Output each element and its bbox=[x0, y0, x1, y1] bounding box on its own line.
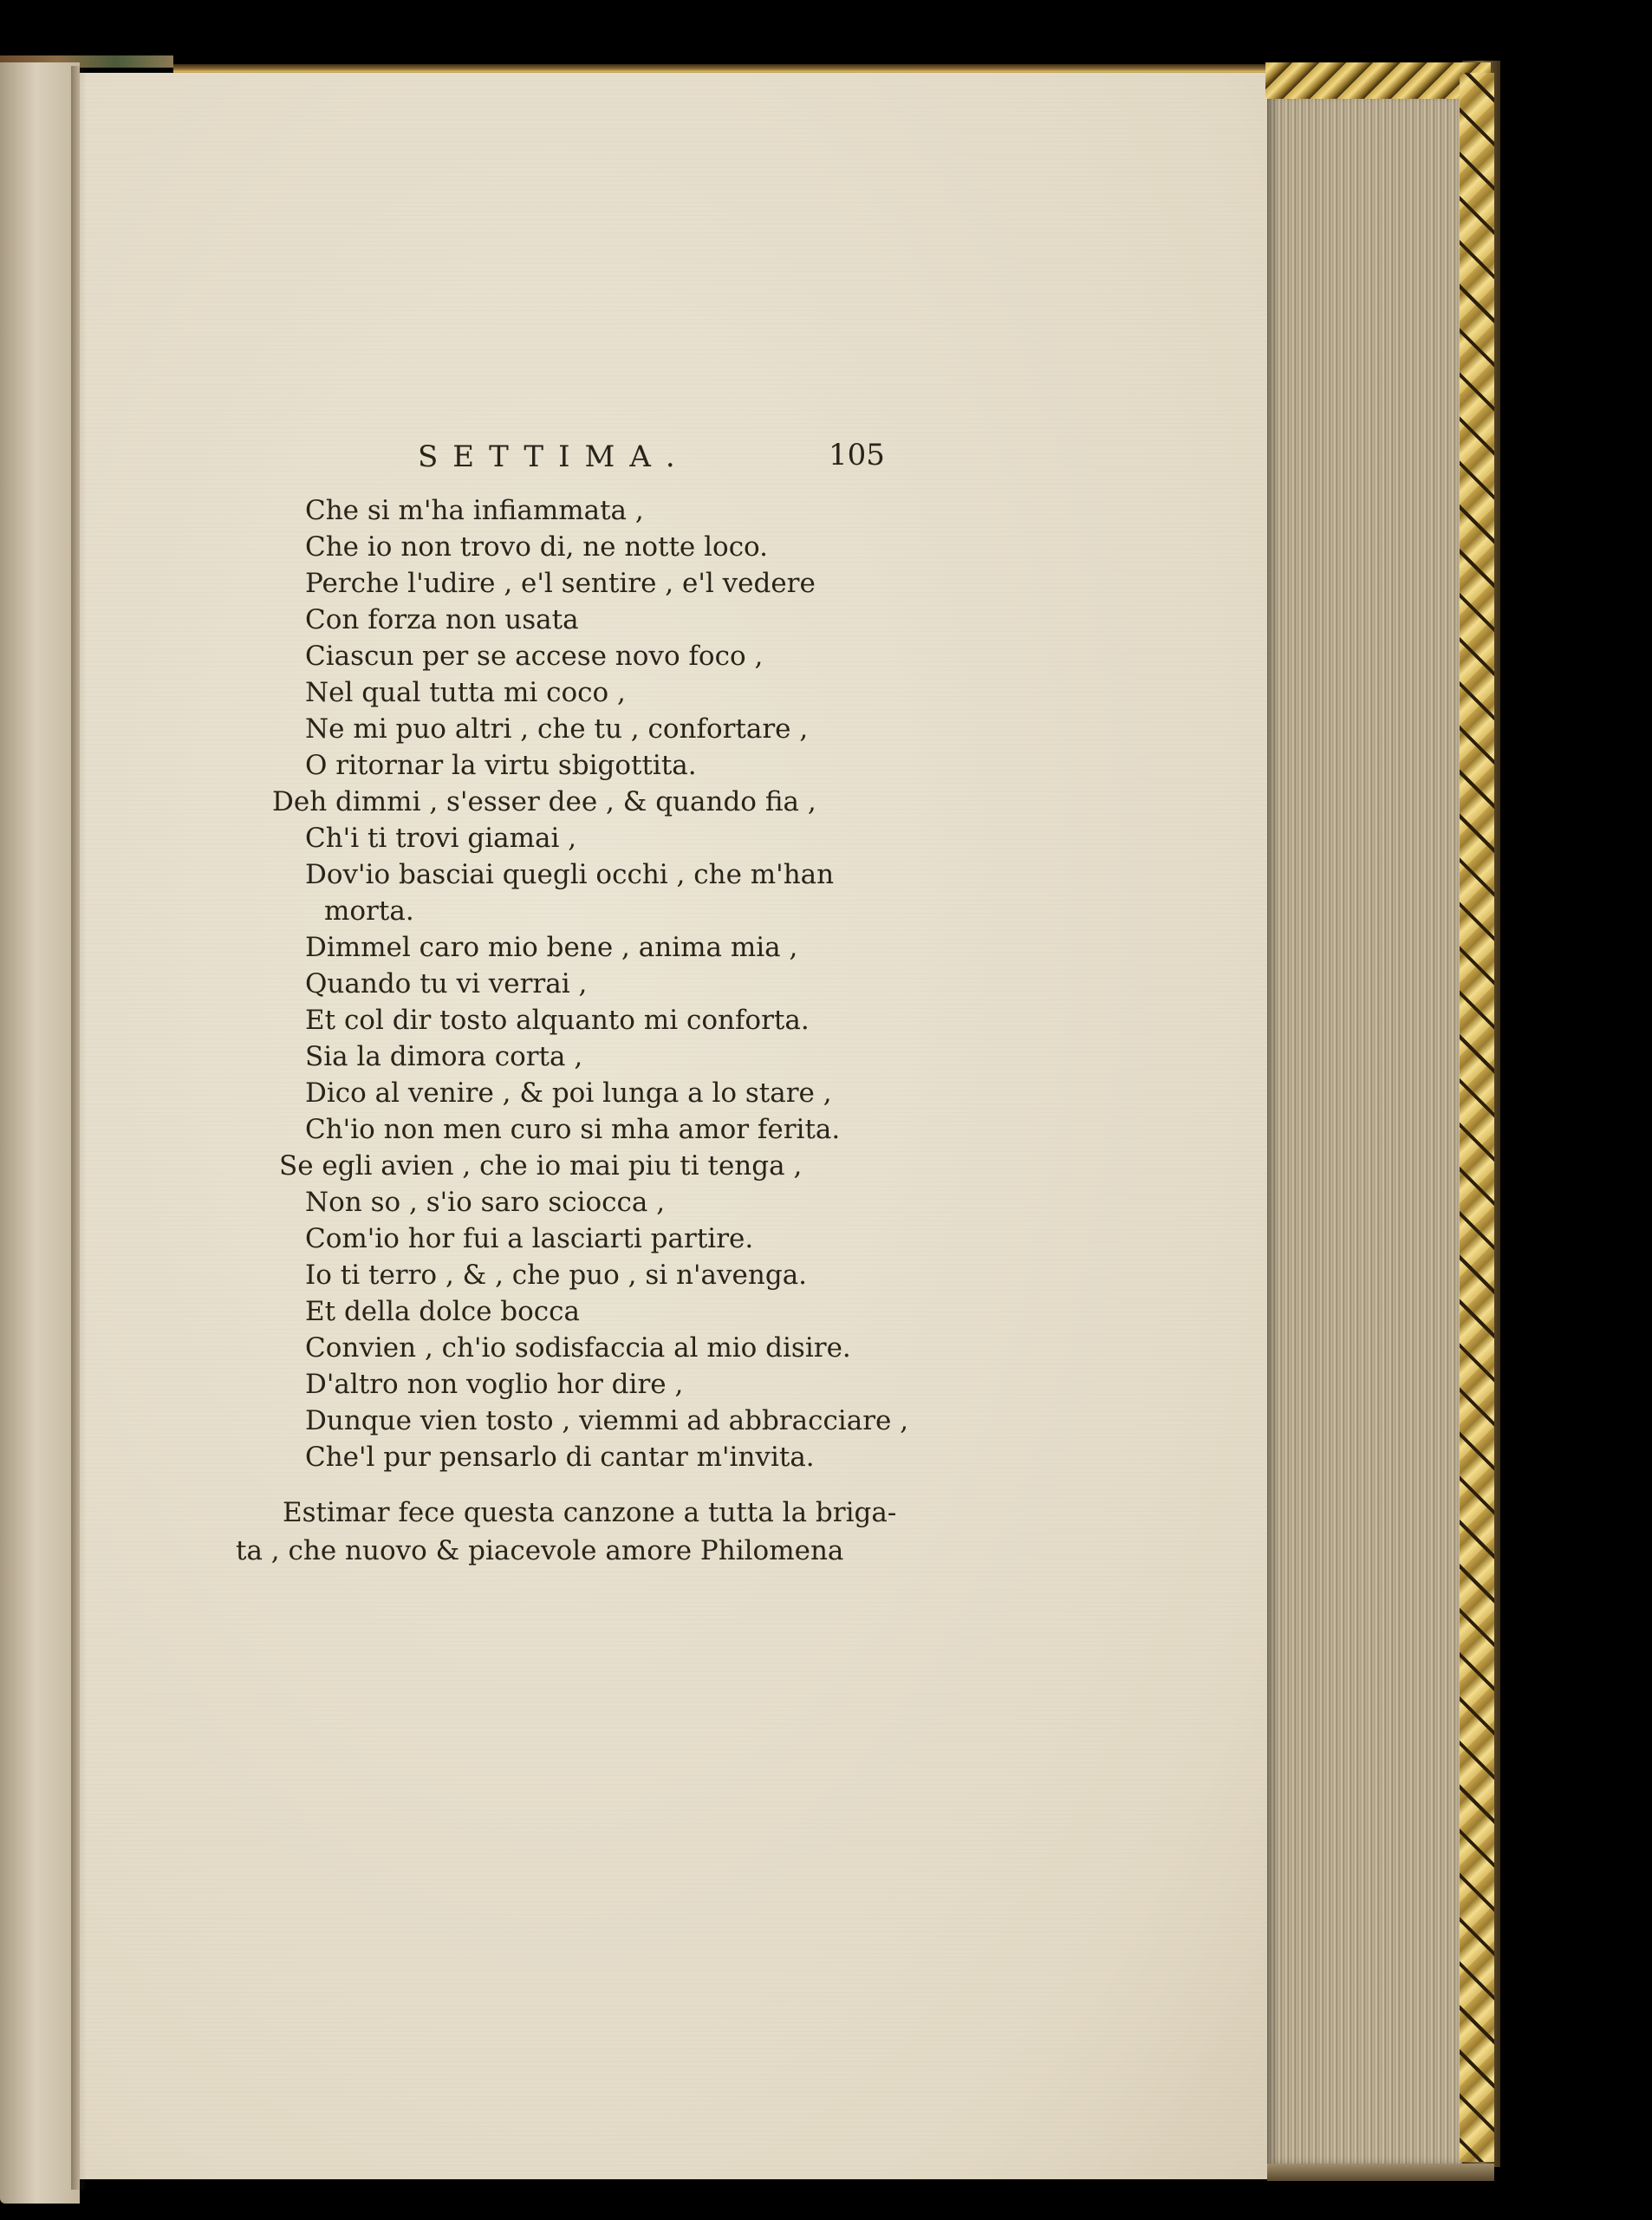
poem-line: Che'l pur pensarlo di cantar m'invita. bbox=[305, 1442, 815, 1473]
poem-line: Dov'io basciai quegli occhi , che m'han bbox=[305, 859, 835, 890]
poem-line: Se egli avien , che io mai piu ti tenga , bbox=[279, 1150, 803, 1182]
poem-line: Ch'i ti trovi giamai , bbox=[305, 823, 577, 854]
poem-line: Com'io hor fui a lasciarti partire. bbox=[305, 1223, 754, 1254]
gilt-tooled-edge bbox=[1460, 73, 1494, 2162]
running-head: SETTIMA. bbox=[418, 439, 690, 474]
poem-line: Convien , ch'io sodisfaccia al mio disire. bbox=[305, 1332, 851, 1364]
poem-line: Dico al venire , & poi lunga a lo stare , bbox=[305, 1077, 832, 1109]
poem-line: Dimmel caro mio bene , anima mia , bbox=[305, 932, 798, 963]
prose-line: Estimar fece questa canzone a tutta la briga- bbox=[283, 1497, 897, 1528]
poem-line: Sia la dimora corta , bbox=[305, 1041, 583, 1072]
poem-line: Nel qual tutta mi coco , bbox=[305, 677, 626, 708]
poem-line: O ritornar la virtu sbigottita. bbox=[305, 750, 697, 781]
poem-line: Che si m'ha infiammata , bbox=[305, 495, 644, 526]
poem-line: Perche l'udire , e'l sentire , e'l vedere bbox=[305, 568, 816, 599]
poem-line: Ch'io non men curo si mha amor ferita. bbox=[305, 1114, 841, 1145]
poem-line: Non so , s'io saro sciocca , bbox=[305, 1187, 666, 1218]
gilt-head-band bbox=[1265, 62, 1491, 99]
page-gutter bbox=[71, 66, 87, 2190]
bottom-page-edge bbox=[1267, 2164, 1494, 2181]
prose-line: ta , che nuovo & piacevole amore Philomena bbox=[236, 1535, 844, 1566]
poem-line: Et della dolce bocca bbox=[305, 1296, 580, 1327]
poem-line: Io ti terro , & , che puo , si n'avenga. bbox=[305, 1260, 808, 1291]
poem-line: D'altro non voglio hor dire , bbox=[305, 1369, 684, 1400]
poem-line: Quando tu vi verrai , bbox=[305, 968, 588, 999]
poem-line: Et col dir tosto alquanto mi conforta. bbox=[305, 1005, 810, 1036]
poem-line: Dunque vien tosto , viemmi ad abbracciare , bbox=[305, 1405, 909, 1436]
poem-line: Con forza non usata bbox=[305, 604, 579, 635]
poem-line: Ciascun per se accese novo foco , bbox=[305, 641, 764, 672]
poem-line: morta. bbox=[324, 895, 414, 927]
poem-line: Ne mi puo altri , che tu , confortare , bbox=[305, 713, 809, 745]
poem-line: Che io non trovo di, ne notte loco. bbox=[305, 531, 769, 563]
page-fore-edge bbox=[1267, 94, 1462, 2165]
facing-page-edge bbox=[0, 62, 80, 2204]
page-number: 105 bbox=[829, 438, 885, 472]
poem-line: Deh dimmi , s'esser dee , & quando fia , bbox=[272, 786, 816, 817]
